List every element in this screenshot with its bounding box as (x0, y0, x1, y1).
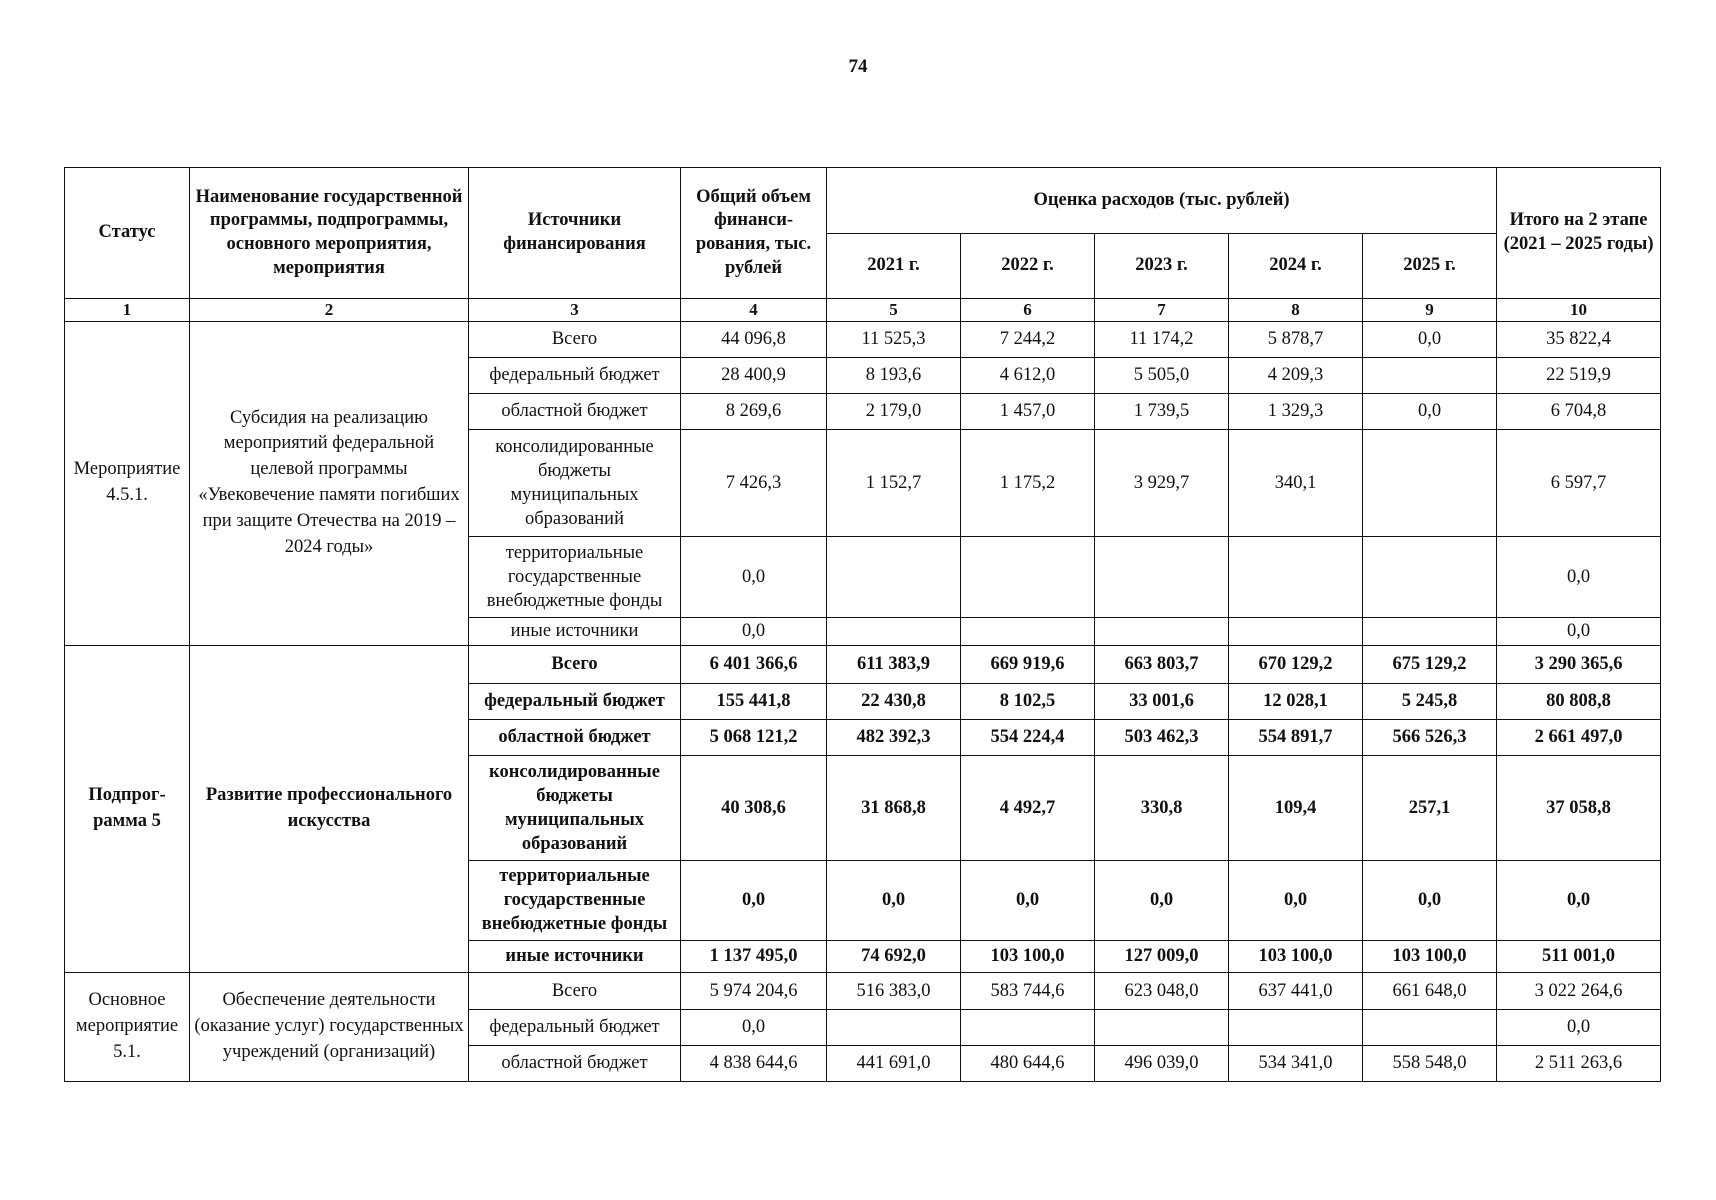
column-number: 5 (827, 299, 961, 322)
source-cell: областной бюджет (469, 719, 681, 755)
value-cell: 558 548,0 (1363, 1045, 1497, 1081)
value-cell: 109,4 (1229, 755, 1363, 860)
value-cell: 0,0 (1363, 393, 1497, 429)
value-cell: 0,0 (1363, 860, 1497, 940)
column-number: 2 (190, 299, 469, 322)
value-cell: 33 001,6 (1095, 683, 1229, 719)
column-number: 10 (1497, 299, 1661, 322)
column-number: 7 (1095, 299, 1229, 322)
header-total-volume: Общий объем финанси-рования, тыс. рублей (681, 168, 827, 299)
section-name: Субсидия на реализацию мероприятий федеральной целевой программы «Увековечение памяти погибших при защите Отечества на 2019 – 2024 годы» (190, 321, 469, 645)
value-cell: 103 100,0 (961, 940, 1095, 972)
value-cell: 5 245,8 (1363, 683, 1497, 719)
value-cell (1095, 617, 1229, 645)
value-cell: 155 441,8 (681, 683, 827, 719)
value-cell: 22 519,9 (1497, 357, 1661, 393)
value-cell (1229, 617, 1363, 645)
header-year: 2022 г. (961, 234, 1095, 299)
source-cell: иные источники (469, 617, 681, 645)
value-cell: 1 457,0 (961, 393, 1095, 429)
section-main-measure-5-1 (65, 972, 1661, 1081)
page-number: 74 (848, 56, 868, 77)
source-cell: Всего (469, 972, 681, 1009)
value-cell (1095, 536, 1229, 617)
value-cell: 441 691,0 (827, 1045, 961, 1081)
value-cell: 74 692,0 (827, 940, 961, 972)
value-cell: 2 179,0 (827, 393, 961, 429)
value-cell: 7 244,2 (961, 321, 1095, 357)
value-cell: 4 209,3 (1229, 357, 1363, 393)
value-cell: 340,1 (1229, 429, 1363, 536)
value-cell: 0,0 (1095, 860, 1229, 940)
value-cell: 103 100,0 (1363, 940, 1497, 972)
value-cell: 6 401 366,6 (681, 645, 827, 683)
column-number: 9 (1363, 299, 1497, 322)
value-cell: 583 744,6 (961, 972, 1095, 1009)
value-cell: 7 426,3 (681, 429, 827, 536)
value-cell: 31 868,8 (827, 755, 961, 860)
table-header (65, 168, 1661, 322)
value-cell: 11 525,3 (827, 321, 961, 357)
value-cell: 44 096,8 (681, 321, 827, 357)
value-cell: 40 308,6 (681, 755, 827, 860)
value-cell: 1 175,2 (961, 429, 1095, 536)
section-name: Обеспечение деятельности (оказание услуг) государственных учреждений (организаций) (190, 972, 469, 1081)
value-cell: 670 129,2 (1229, 645, 1363, 683)
value-cell: 0,0 (681, 860, 827, 940)
value-cell: 257,1 (1363, 755, 1497, 860)
value-cell: 496 039,0 (1095, 1045, 1229, 1081)
source-cell: Всего (469, 321, 681, 357)
section-subprogram-5 (65, 645, 1661, 972)
value-cell: 0,0 (1497, 536, 1661, 617)
source-cell: консолидированные бюджеты муниципальных образований (469, 755, 681, 860)
value-cell: 103 100,0 (1229, 940, 1363, 972)
value-cell: 1 137 495,0 (681, 940, 827, 972)
value-cell: 503 462,3 (1095, 719, 1229, 755)
header-name: Наименование государственной программы, подпрограммы, основного мероприятия, мероприятия (190, 168, 469, 299)
value-cell: 6 597,7 (1497, 429, 1661, 536)
header-year: 2021 г. (827, 234, 961, 299)
value-cell: 5 505,0 (1095, 357, 1229, 393)
value-cell (1363, 357, 1497, 393)
budget-table (64, 167, 1661, 1082)
value-cell: 0,0 (1229, 860, 1363, 940)
value-cell: 0,0 (1497, 860, 1661, 940)
source-cell: федеральный бюджет (469, 683, 681, 719)
value-cell (1363, 1009, 1497, 1045)
value-cell: 0,0 (1363, 321, 1497, 357)
value-cell: 8 269,6 (681, 393, 827, 429)
value-cell: 2 511 263,6 (1497, 1045, 1661, 1081)
value-cell (827, 617, 961, 645)
value-cell (961, 536, 1095, 617)
value-cell: 127 009,0 (1095, 940, 1229, 972)
value-cell (1229, 1009, 1363, 1045)
value-cell (1363, 617, 1497, 645)
column-number: 1 (65, 299, 190, 322)
value-cell: 0,0 (681, 1009, 827, 1045)
value-cell: 4 838 644,6 (681, 1045, 827, 1081)
header-sources: Источники финансирования (469, 168, 681, 299)
value-cell: 0,0 (1497, 1009, 1661, 1045)
value-cell: 6 704,8 (1497, 393, 1661, 429)
value-cell: 516 383,0 (827, 972, 961, 1009)
value-cell: 661 648,0 (1363, 972, 1497, 1009)
value-cell: 5 974 204,6 (681, 972, 827, 1009)
value-cell: 480 644,6 (961, 1045, 1095, 1081)
value-cell (1363, 429, 1497, 536)
header-stage-total: Итого на 2 этапе (2021 – 2025 годы) (1497, 168, 1661, 299)
value-cell (961, 617, 1095, 645)
value-cell: 554 891,7 (1229, 719, 1363, 755)
value-cell: 8 102,5 (961, 683, 1095, 719)
value-cell (1363, 536, 1497, 617)
source-cell: областной бюджет (469, 1045, 681, 1081)
value-cell: 669 919,6 (961, 645, 1095, 683)
value-cell: 12 028,1 (1229, 683, 1363, 719)
value-cell (961, 1009, 1095, 1045)
section-name: Развитие профессионального искусства (190, 645, 469, 972)
value-cell: 330,8 (1095, 755, 1229, 860)
value-cell: 11 174,2 (1095, 321, 1229, 357)
value-cell: 0,0 (681, 536, 827, 617)
source-cell: федеральный бюджет (469, 357, 681, 393)
section-status: Подпрог-рамма 5 (65, 645, 190, 972)
value-cell: 663 803,7 (1095, 645, 1229, 683)
value-cell: 5 878,7 (1229, 321, 1363, 357)
column-number: 8 (1229, 299, 1363, 322)
value-cell (827, 1009, 961, 1045)
section-measure-4-5-1 (65, 321, 1661, 645)
value-cell: 1 329,3 (1229, 393, 1363, 429)
header-status: Статус (65, 168, 190, 299)
value-cell: 637 441,0 (1229, 972, 1363, 1009)
source-cell: территориальные государственные внебюджетные фонды (469, 536, 681, 617)
source-cell: консолидированные бюджеты муниципальных образований (469, 429, 681, 536)
value-cell: 0,0 (827, 860, 961, 940)
source-cell: иные источники (469, 940, 681, 972)
value-cell: 611 383,9 (827, 645, 961, 683)
value-cell: 2 661 497,0 (1497, 719, 1661, 755)
value-cell: 1 739,5 (1095, 393, 1229, 429)
column-numbers-row (65, 299, 1661, 322)
value-cell (1095, 1009, 1229, 1045)
value-cell: 511 001,0 (1497, 940, 1661, 972)
header-year: 2024 г. (1229, 234, 1363, 299)
column-number: 6 (961, 299, 1095, 322)
value-cell: 5 068 121,2 (681, 719, 827, 755)
value-cell: 0,0 (961, 860, 1095, 940)
column-number: 4 (681, 299, 827, 322)
value-cell: 8 193,6 (827, 357, 961, 393)
value-cell: 675 129,2 (1363, 645, 1497, 683)
column-number: 3 (469, 299, 681, 322)
value-cell: 482 392,3 (827, 719, 961, 755)
header-estimate: Оценка расходов (тыс. рублей) (827, 168, 1497, 234)
section-status: Мероприятие 4.5.1. (65, 321, 190, 645)
header-year: 2023 г. (1095, 234, 1229, 299)
value-cell: 0,0 (681, 617, 827, 645)
value-cell: 4 612,0 (961, 357, 1095, 393)
value-cell: 566 526,3 (1363, 719, 1497, 755)
source-cell: областной бюджет (469, 393, 681, 429)
value-cell: 534 341,0 (1229, 1045, 1363, 1081)
value-cell (827, 536, 961, 617)
value-cell: 623 048,0 (1095, 972, 1229, 1009)
value-cell: 3 929,7 (1095, 429, 1229, 536)
value-cell: 35 822,4 (1497, 321, 1661, 357)
value-cell: 3 290 365,6 (1497, 645, 1661, 683)
value-cell: 3 022 264,6 (1497, 972, 1661, 1009)
section-status: Основное мероприятие 5.1. (65, 972, 190, 1081)
value-cell: 80 808,8 (1497, 683, 1661, 719)
value-cell: 28 400,9 (681, 357, 827, 393)
value-cell (1229, 536, 1363, 617)
value-cell: 37 058,8 (1497, 755, 1661, 860)
value-cell: 4 492,7 (961, 755, 1095, 860)
header-year: 2025 г. (1363, 234, 1497, 299)
value-cell: 554 224,4 (961, 719, 1095, 755)
source-cell: Всего (469, 645, 681, 683)
value-cell: 0,0 (1497, 617, 1661, 645)
source-cell: федеральный бюджет (469, 1009, 681, 1045)
value-cell: 1 152,7 (827, 429, 961, 536)
source-cell: территориальные государственные внебюджетные фонды (469, 860, 681, 940)
value-cell: 22 430,8 (827, 683, 961, 719)
